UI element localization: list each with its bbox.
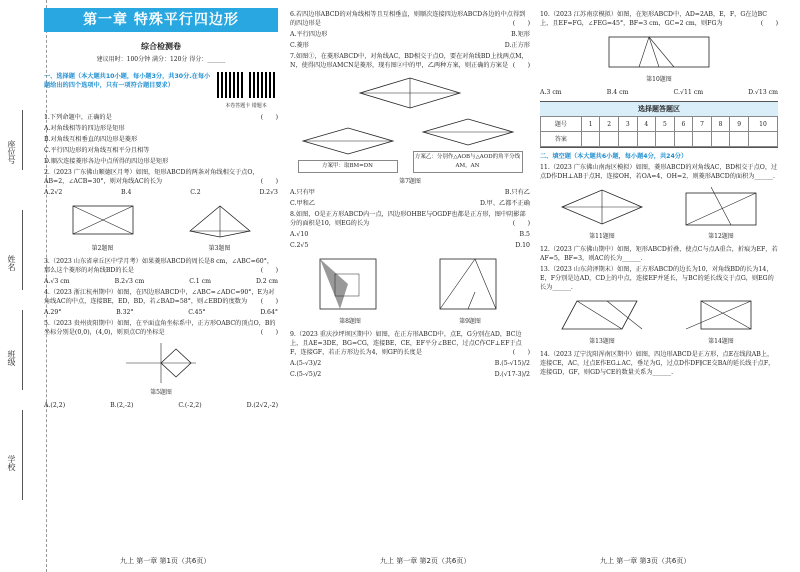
seat-line [22, 110, 23, 170]
answer-cell[interactable] [637, 132, 656, 147]
option: A.(2,2) [44, 402, 66, 409]
option: D.10 [515, 242, 530, 249]
figure-5: 第5题图 [44, 341, 278, 397]
option: A.对角线相等的四边形是矩形 [44, 125, 125, 132]
options-9 [290, 359, 530, 368]
question-4: 4.（2023 浙江杭州期中）如图，在四边形ABCD中，∠ABC=∠ADC=90°，E为对角线AC的中点，连接BE，ED，BD，若∠BAD=58°，则∠EBD的度数为 ( ) [44, 289, 278, 305]
options-5 [44, 401, 278, 410]
option: B.2√3 cm [114, 278, 145, 285]
options-2 [44, 188, 278, 197]
answer-cell[interactable] [618, 132, 637, 147]
answer-header-cell: 6 [674, 117, 693, 132]
answer-header-cell: 4 [637, 117, 656, 132]
question-1: 1.下列命题中，正确的是 ( ) [44, 114, 278, 121]
answer-label-cell: 答案 [541, 132, 582, 147]
answer-header-cell: 10 [748, 117, 777, 132]
options-8b [290, 241, 530, 250]
qr-label: 错题本 [251, 103, 267, 109]
option: A.√10 [290, 231, 309, 238]
page-2 [290, 8, 530, 381]
answer-cell[interactable] [656, 132, 675, 147]
answer-cell[interactable] [581, 132, 600, 147]
question-9: 9.（2023 重庆沙坪坝区期中）如图，在正方形ABCD中，点E，G分别在AD，BC边上，且AE=3DE，BG=CG，连接BE，CE，EF平分∠BEC，过点C作CF⊥EF于点F，连接GF，若正方形边长为4，则GF的长度是 ( ) [290, 331, 530, 356]
answer-header-cell: 9 [730, 117, 749, 132]
answer-area [540, 101, 778, 148]
answer-header-cell: 5 [656, 117, 675, 132]
options-6b [290, 41, 530, 50]
seat-label: 座位号 [7, 140, 16, 164]
question-14: 14.（2023 辽宁沈阳浑南区期中）如图，四边形ABCD是正方形，点E在线段AB上，连接CE，AC，过点E作EG⊥AC，垂足为G，过点D作DF∥CE交BA的延长线于点F，连接GD，GF，则GD与CE的数量关系为______. [540, 351, 775, 376]
name-label: 姓名 [7, 255, 16, 271]
figure-10: 第10题图 [540, 32, 778, 84]
option: C.√11 cm [673, 89, 704, 96]
answer-header-cell: 7 [693, 117, 712, 132]
figure-7 [290, 74, 530, 112]
option: D.2 cm [256, 278, 278, 285]
figures-8-9: 第8题图 第9题图 [290, 254, 530, 326]
option: A.(5-√3)/2 [290, 360, 322, 367]
class-label: 班级 [7, 350, 16, 366]
exam-subtitle: 综合检测卷 [141, 42, 181, 51]
page-3-footer: 九上 第一章 第3页（共6页） [600, 557, 691, 565]
name-line [22, 210, 23, 290]
option: D.√13 cm [748, 89, 778, 96]
option: D.甲、乙都不正确 [479, 200, 530, 207]
question-8: 8.如图，O是正方形ABCD内一点，四边形OHBE与OGDF也都是正方形，图中阴影部分的面积是10，则EG的长为 ( ) [290, 211, 530, 227]
plan-a: 方案甲：取BM=DN [298, 160, 398, 173]
option: C.平行四边形的对角线互相平分且相等 [44, 147, 150, 154]
answer-header-cell: 3 [618, 117, 637, 132]
answer-header-cell: 1 [581, 117, 600, 132]
answer-cell[interactable] [674, 132, 693, 147]
option: B.5 [519, 231, 530, 238]
answer-cell[interactable] [748, 132, 777, 147]
binding-margin [0, 0, 47, 572]
section-2-title: 二、填空题（本大题共6小题，每小题4分，共24分） [540, 153, 688, 160]
option: B.4 cm [606, 89, 629, 96]
answer-cell[interactable] [730, 132, 749, 147]
options-4 [44, 308, 278, 317]
option: B.4 [121, 189, 132, 196]
chapter-banner: 第一章 特殊平行四边形 [44, 8, 278, 32]
class-line [22, 310, 23, 390]
answer-header-cell: 题号 [541, 117, 582, 132]
section-1-title: 一、选择题（本大题共10小题，每小题3分，共30分.在每小题给出的四个选项中，只有一项符合题目要求） [44, 73, 211, 89]
page-1-footer: 九上 第一章 第1页（共6页） [120, 557, 211, 565]
figure-3: 第3题图 [180, 201, 260, 253]
option: D.(2√2,-2) [246, 402, 278, 409]
page-2-footer: 九上 第一章 第2页（共6页） [380, 557, 471, 565]
question-7: 7.如图①，在菱形ABCD中，对角线AC，BD相交于点O，要在对角线BD上找两点M，N，使得四边形AMCN是菱形，现有图②中的甲，乙两种方案，则正确的方案是 ( ) [290, 53, 530, 69]
option: C.甲和乙 [290, 200, 316, 207]
qr-codes [214, 72, 278, 111]
page-3 [540, 8, 778, 379]
question-3: 3.（2023 山东省章丘区中学月考）如果菱形ABCD的周长是8 cm，∠ABC=60°，那么这个菱形的对角线BD的长是 ( ) [44, 258, 278, 274]
option: A.√3 cm [44, 278, 70, 285]
answer-table [540, 116, 778, 147]
exam-meta: 建议用时：100分钟 满分：120分 得分：______ [96, 56, 226, 63]
figure-7-caption: 第7题图 [399, 178, 421, 185]
school-label: 学校 [7, 455, 16, 471]
option: C.菱形 [290, 42, 309, 49]
option: D.(√17-3)/2 [494, 371, 530, 378]
answer-header-cell: 2 [600, 117, 619, 132]
option: C.(5-√5)/2 [290, 371, 322, 378]
option: A.2√2 [44, 189, 63, 196]
question-5: 5.（2023 贵州贵阳期中）如图，在平面直角坐标系中，正方形OABC的顶点O，B的坐标分别是(0,0)，(4,0)，则顶点C的坐标是 ( ) [44, 320, 278, 336]
figures-13-14: 第13题图 第14题图 [540, 296, 778, 346]
options-10 [540, 88, 778, 97]
answer-cell[interactable] [693, 132, 712, 147]
option: B.(5-√15)/2 [494, 360, 530, 367]
option: A.平行四边形 [290, 31, 328, 38]
answer-header-cell: 8 [711, 117, 730, 132]
option: B.对角线互相垂直的四边形是菱形 [44, 136, 138, 143]
question-13: 13.（2023 山东菏泽期末）如图，正方形ABCD的边长为10，对角线BD的长为14，E，F分别是边AD，CD上的中点，连接EF并延长，与BC的延长线交于点G，则EG的长为______. [540, 266, 774, 291]
option: B.32° [116, 309, 134, 316]
school-line [22, 410, 23, 500]
option: D.64° [260, 309, 278, 316]
qr-code-icon[interactable] [217, 72, 243, 98]
option: A.只有甲 [290, 189, 315, 196]
figure-7-plans [290, 116, 530, 173]
options-7b [290, 199, 530, 208]
qr-code-icon[interactable] [249, 72, 275, 98]
options-6 [290, 30, 530, 39]
option: B.只有乙 [504, 189, 530, 196]
options-3 [44, 277, 278, 286]
answer-area-title: 选择题答题区 [540, 102, 778, 116]
question-12: 12.（2023 广东佛山期中）如图，矩形ABCD折叠，使点C与点A重合，折痕为EF，若AF=5，BF=3，则AC的长为______. [540, 246, 778, 262]
figures-11-12: 第11题图 第12题图 [540, 185, 778, 241]
figures-2-3 [44, 201, 278, 253]
question-2: 2.（2023 广东佛山顺德区月考）如图，矩形ABCD的两条对角线相交于点O，AB=2，∠ACB=30°，则对角线AC的长为 ( ) [44, 169, 278, 185]
option: C.(-2,2) [178, 402, 202, 409]
answer-cell[interactable] [711, 132, 730, 147]
question-10: 10.（2023 江苏南京模拟）如图，在矩形ABCD中，AD=2AB，E，F，G在边BC上，且EF=FG，∠FEG=45°，BF=3 cm，GC=2 cm，则FG为 ( ) [540, 11, 778, 27]
answer-cell[interactable] [600, 132, 619, 147]
qr-label: 本卷答题卡 [225, 103, 251, 109]
plan-b: 方案乙：分别作△AOB与△AOD的角平分线AM，AN [413, 151, 523, 173]
option: B.矩形 [511, 31, 530, 38]
option: C.45° [188, 309, 206, 316]
option: A.29° [44, 309, 62, 316]
option: B.(2,-2) [110, 402, 134, 409]
option: D.顺次连接菱形各边中点所得的四边形是矩形 [44, 158, 169, 165]
option: C.2√5 [290, 242, 309, 249]
figure-2: 第2题图 [63, 201, 143, 253]
option: C.2 [190, 189, 201, 196]
question-11: 11.（2023 广东佛山南海区模拟）如图，菱形ABCD的对角线AC，BD相交于点O，过点D作DH⊥AB于点H，连接OH，若OA=4，OH=2，则菱形ABCD的面积为______. [540, 164, 778, 180]
option: D.正方形 [504, 42, 530, 49]
options-8 [290, 230, 530, 239]
section-1-header [44, 72, 278, 111]
question-6: 6.若四边形ABCD的对角线相等且互相垂直，则顺次连接四边形ABCD各边的中点得到的四边形是 ( ) [290, 11, 530, 27]
option: D.2√3 [259, 189, 278, 196]
options-7 [290, 188, 530, 197]
options-9b [290, 370, 530, 379]
page-1 [44, 8, 278, 412]
option: A.3 cm [540, 89, 562, 96]
option: C.1 cm [189, 278, 212, 285]
